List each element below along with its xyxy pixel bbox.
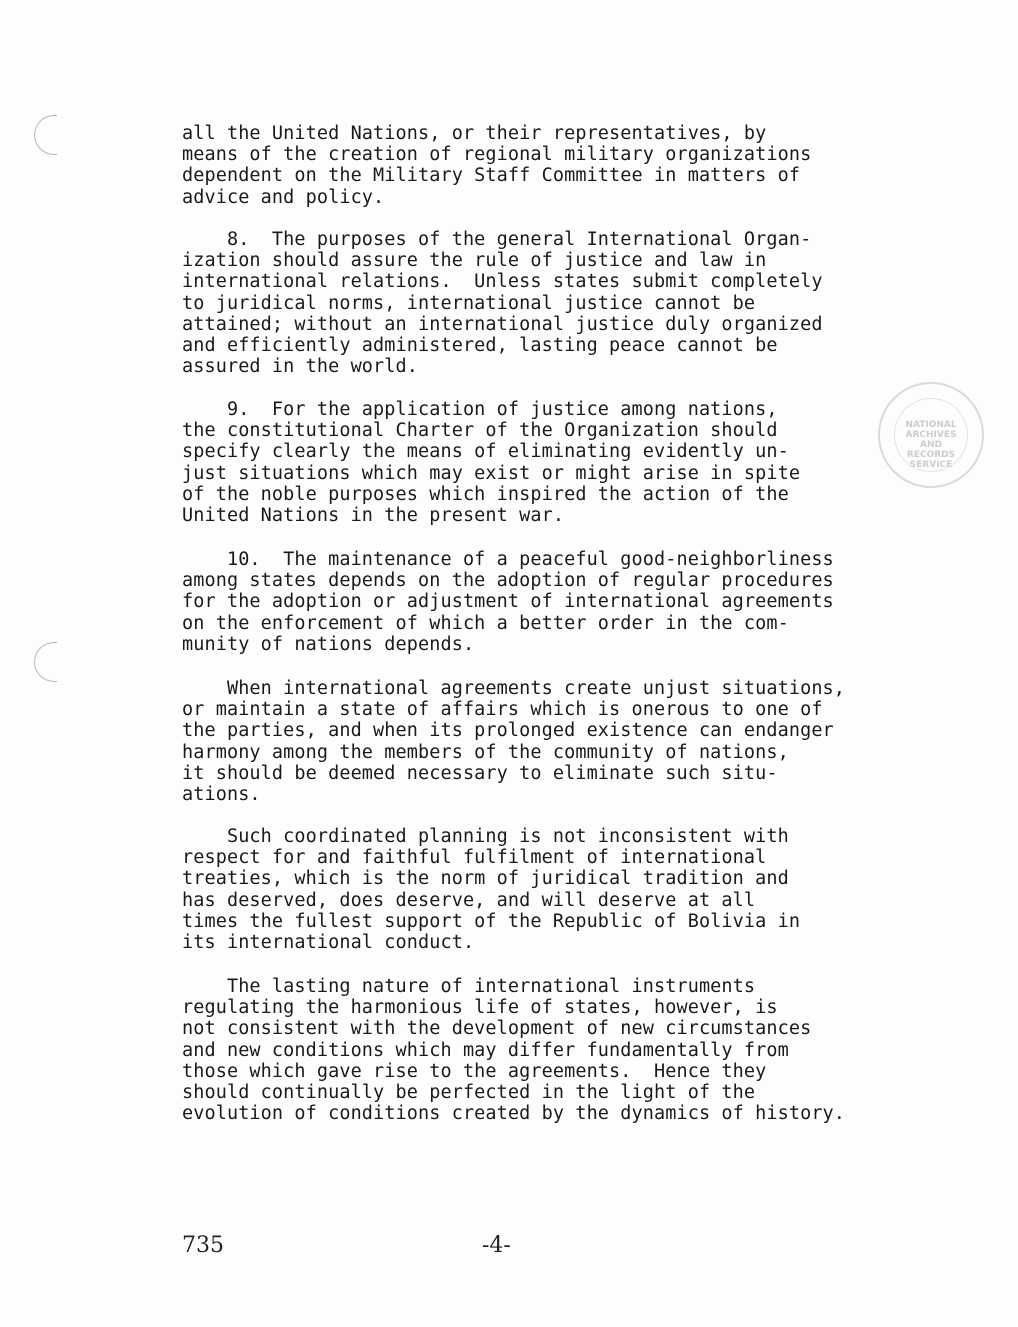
paragraph-8: 8. The purposes of the general International Organ- ization should assure the rule of justice and law in international relations. Unless states submit completely to juridical norms, international justice cannot be attained; without an international justice duly organized and efficiently administered, lasting peace cannot be assured in the world. — [182, 229, 823, 378]
paragraph-9: 9. For the application of justice among nations, the constitutional Charter of the Organization should specify clearly the means of eliminating evidently un- just situations which may exist or might arise in spite of the noble purposes which inspired the action of the United Nations in the present war. — [182, 399, 801, 527]
paragraph-lasting-nature: The lasting nature of international instruments regulating the harmonious life of states, however, is not consistent with the development of new circumstances and new conditions which may differ fundamentally from those which gave rise to the agreements. Hence they should continually be perfected in the light of the evolution of conditions created by the dynamics of history. — [182, 976, 846, 1125]
binder-hole — [34, 642, 57, 682]
paragraph-coordinated-planning: Such coordinated planning is not inconsistent with respect for and faithful fulfilment of international treaties, which is the norm of juridical tradition and has deserved, does deserve, and will deserve at all times the fullest support of the Republic of Bolivia in its international conduct. — [182, 826, 801, 954]
page-number: -4- — [482, 1233, 511, 1258]
paragraph-unjust-agreements: When international agreements create unjust situations, or maintain a state of affairs which is onerous to one of the parties, and when its prolonged existence can endanger harmony among the members of the community of nations, it should be deemed necessary to eliminate such situ- ations. — [182, 678, 846, 806]
archive-stamp-text: NATIONAL ARCHIVES AND RECORDS SERVICE — [905, 420, 957, 470]
paragraph-continuation: all the United Nations, or their representatives, by means of the creation of regional military organizations dependent on the Military Staff Committee in matters of advice and policy. — [182, 123, 812, 208]
paragraph-10: 10. The maintenance of a peaceful good-neighborliness among states depends on the adoption of regular procedures for the adoption or adjustment of international agreements on the enforcement of which a better order in the com- munity of nations depends. — [182, 549, 834, 655]
document-number: 735 — [182, 1233, 224, 1258]
binder-hole — [34, 115, 57, 155]
